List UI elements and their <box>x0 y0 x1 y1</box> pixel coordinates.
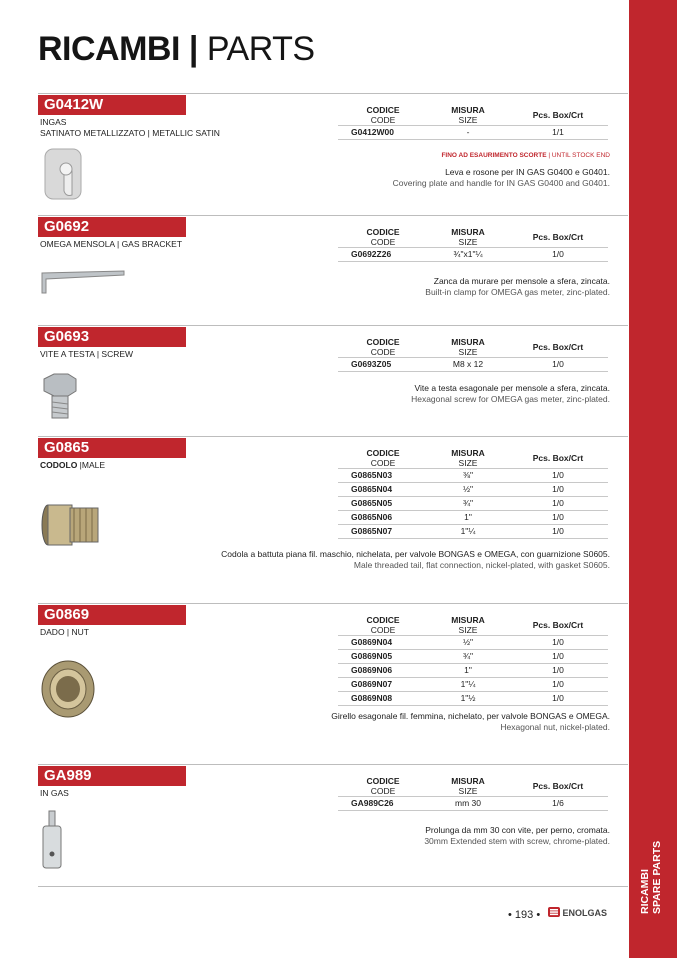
product-description: INGAS SATINATO METALLIZZATO | METALLIC SATIN <box>40 117 220 138</box>
table-row: GA989C26 mm 30 1/6 <box>338 797 608 811</box>
footer-divider <box>38 886 628 887</box>
product-note: Vite a testa esagonale per mensole a sfera, zincata. Hexagonal screw for OMEGA gas meter, zinc-plated. <box>411 383 610 404</box>
product-code-tag: G0692 <box>38 217 186 237</box>
section-ga989 <box>38 764 628 884</box>
stock-note: FINO AD ESAURIMENTO SCORTE | UNTIL STOCK END <box>441 152 610 159</box>
table-row: G0692Z26 ¾"x1"¼ 1/0 <box>338 248 608 262</box>
product-description: VITE A TESTA | SCREW <box>40 349 134 359</box>
table-row: G0869N07 1"¼ 1/0 <box>338 678 608 692</box>
spec-table: CODICE CODE MISURA SIZE Pcs. Box/Crt G0692Z26 ¾"x1"¼ 1/0 <box>338 227 608 262</box>
section-g0412w <box>38 93 628 213</box>
table-row: G0869N06 1" 1/0 <box>338 664 608 678</box>
section-g0865 <box>38 436 628 596</box>
table-row: G0865N05 ¾" 1/0 <box>338 497 608 511</box>
section-g0693 <box>38 325 628 430</box>
section-g0869 <box>38 603 628 763</box>
product-description: DADO | NUT <box>40 627 89 637</box>
screw-image <box>40 373 80 423</box>
spec-table: CODICE CODE MISURA SIZE Pcs. Box/Crt G0412W00 - 1/1 <box>338 105 608 140</box>
table-row: G0869N08 1"½ 1/0 <box>338 692 608 706</box>
product-description: IN GAS <box>40 788 69 798</box>
enolgas-logo-icon <box>548 907 560 917</box>
table-row: G0865N04 ½" 1/0 <box>338 483 608 497</box>
spec-table: CODICE CODE MISURA SIZE Pcs. Box/Crt G0865N03 ⅜" 1/0 G0865N04 ½" 1/0 G0865N05 ¾" 1/0 G0865N06 1" 1/0 G0865N07 1"¼ 1/0 <box>338 448 608 539</box>
table-row: G0412W00 - 1/1 <box>338 126 608 140</box>
male-tail-image <box>40 500 102 550</box>
side-band-label: RICAMBI SPARE PARTS <box>639 840 663 914</box>
handle-plate-image <box>44 147 84 205</box>
extended-stem-image <box>40 810 66 872</box>
brand-logo: ENOLGAS <box>548 907 607 918</box>
product-note: Prolunga da mm 30 con vite, per perno, cromata. 30mm Extended stem with screw, chrome-plated. <box>424 825 610 846</box>
hex-nut-image <box>38 659 102 721</box>
product-description: OMEGA MENSOLA | GAS BRACKET <box>40 239 183 249</box>
table-row: G0865N03 ⅜" 1/0 <box>338 469 608 483</box>
table-row: G0869N05 ¾" 1/0 <box>338 650 608 664</box>
product-code-tag: GA989 <box>38 766 186 786</box>
table-row: G0865N06 1" 1/0 <box>338 511 608 525</box>
product-note: Girello esagonale fil. femmina, nichelato, per valvole BONGAS e OMEGA. Hexagonal nut, nickel-plated. <box>331 711 610 732</box>
table-row: G0693Z05 M8 x 12 1/0 <box>338 358 608 372</box>
page-title: RICAMBI | PARTS <box>38 30 315 68</box>
product-note: Codola a battuta piana fil. maschio, nichelata, per valvole BONGAS e OMEGA, con guarnizione S0605. Male threaded tail, flat connection, nickel-plated, with gasket S0605. <box>221 549 610 570</box>
side-band <box>629 0 677 958</box>
spec-table: CODICE CODE MISURA SIZE Pcs. Box/Crt G0869N04 ½" 1/0 G0869N05 ¾" 1/0 G0869N06 1" 1/0 G0869N07 1"¼ 1/0 G0869N08 1"½ 1/0 <box>338 615 608 706</box>
product-note: Zanca da murare per mensole a sfera, zincata. Built-in clamp for OMEGA gas meter, zinc-plated. <box>425 276 610 297</box>
spec-table: CODICE CODE MISURA SIZE Pcs. Box/Crt G0693Z05 M8 x 12 1/0 <box>338 337 608 372</box>
product-code-tag: G0869 <box>38 605 186 625</box>
spec-table: CODICE CODE MISURA SIZE Pcs. Box/Crt GA989C26 mm 30 1/6 <box>338 776 608 811</box>
product-code-tag: G0865 <box>38 438 186 458</box>
product-description: CODOLO |MALE <box>40 460 106 470</box>
section-g0692 <box>38 215 628 315</box>
product-code-tag: G0693 <box>38 327 186 347</box>
product-note: Leva e rosone per IN GAS G0400 e G0401. Covering plate and handle for IN GAS G0400 and G0401. <box>392 167 610 188</box>
product-code-tag: G0412W <box>38 95 186 115</box>
page-number: • 193 • <box>508 909 541 921</box>
table-row: G0865N07 1"¼ 1/0 <box>338 525 608 539</box>
table-row: G0869N04 ½" 1/0 <box>338 636 608 650</box>
bracket-image <box>38 267 128 297</box>
